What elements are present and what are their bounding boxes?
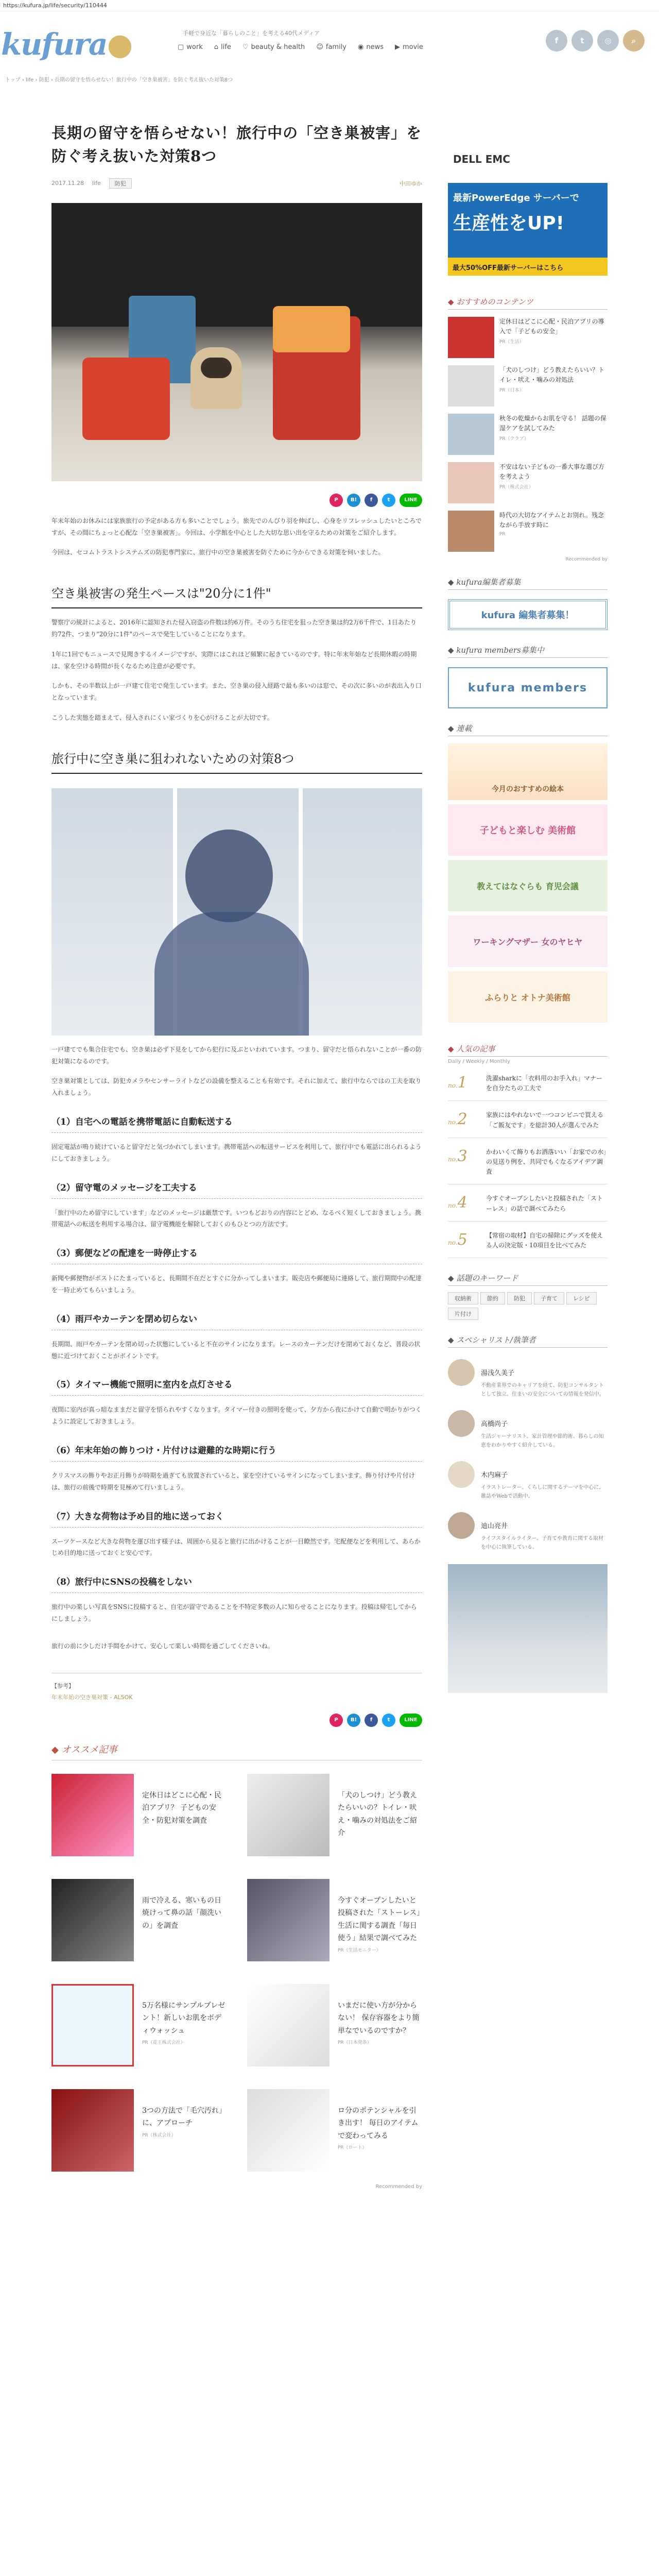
instagram-icon[interactable]: ◎ xyxy=(597,30,619,52)
nav-item-movie[interactable]: ▶ movie xyxy=(395,43,423,51)
tip-text: 旅行中の楽しい写真をSNSに投稿すると、自宅が留守であることを不特定多数の人に知らせることになります。投稿は帰宅してからにしましょう。 xyxy=(51,1603,417,1622)
section-heading: 旅行中に空き巣に狙われないための対策8つ xyxy=(51,749,422,774)
recommend-thumb xyxy=(51,1984,134,2066)
tip-heading: （7）大きな荷物は予め目的地に送っておく xyxy=(51,1509,422,1528)
keyword-list xyxy=(448,1289,608,1320)
hero-image xyxy=(51,203,422,481)
facebook-share-icon[interactable]: f xyxy=(365,494,378,507)
members-banner[interactable]: kufura members xyxy=(448,667,608,708)
recommend-thumb xyxy=(51,1879,134,1961)
news-icon: ◉ xyxy=(358,43,364,51)
article-author[interactable]: 中田ゆか xyxy=(400,180,422,187)
recommend-card[interactable]: 今すぐオープンしたいと投稿された「ストーレス」生活に関する調査「毎日使う」結果で調べてみた PR（生活モニター） xyxy=(247,1879,422,1961)
specialist-item[interactable]: 高橋尚子 生活ジャーナリスト。家計管理や節約術、暮らしの知恵をわかりやすく紹介している。 xyxy=(448,1410,608,1450)
sidebar-heading: ◆ 話題のキーワード xyxy=(448,1273,608,1286)
url-bar[interactable]: https://kufura.jp/life/security/110444 xyxy=(0,0,659,11)
serial-banner[interactable]: 教えてはなぐらも 育児会議 xyxy=(448,860,608,911)
line-share-button[interactable]: LINE xyxy=(400,494,422,507)
section-heading: 空き巣被害の発生ペースは"20分に1件" xyxy=(51,583,422,608)
ranking-tabs[interactable]: Daily / Weekly / Monthly xyxy=(448,1059,510,1064)
avatar xyxy=(448,1359,475,1386)
source-label: 【参考】 xyxy=(51,1682,74,1689)
sidebar-heading: ◆ 人気の記事 xyxy=(448,1043,608,1057)
article-meta xyxy=(51,178,422,189)
nav-item-beauty[interactable]: ♡ beauty & health xyxy=(242,43,305,51)
dell-ad-banner[interactable]: DELL EMC 最新PowerEdge サーバーで 生産性をUP! 最大50%OFF最新サーバーはこちら xyxy=(448,147,608,276)
keyword-tag[interactable]: 節約 xyxy=(480,1292,505,1304)
keyword-tag[interactable]: 片付け xyxy=(448,1308,478,1320)
recommended-by: Recommended by xyxy=(565,557,608,562)
ranking-item[interactable]: no.3 かわいくて飾りもお洒落いい「お家での水」の見送り例を、共同でもくなるアイデア調査 xyxy=(448,1147,608,1185)
specialist-item[interactable]: 湯浅久美子 不動産業界でのキャリアを経て、防犯コンサルタントとして独立。住まいの安全についての情報を発信中。 xyxy=(448,1359,608,1399)
recommend-card[interactable]: 定休日はどこに心配・民泊アプリ？ 子どもの安全・防犯対策を調査 xyxy=(51,1774,227,1856)
serial-banner[interactable]: 今月のおすすめの絵本 xyxy=(448,743,608,800)
ranking-item[interactable]: no.4 今すぐオープンしたいと投稿された「ストーレス」の話で調べてみたら xyxy=(448,1194,608,1221)
nav-item-news[interactable]: ◉ news xyxy=(358,43,384,51)
recommend-thumb xyxy=(51,1774,134,1856)
recommend-grid xyxy=(51,1774,422,2172)
sidebar-heading: ◆ kufura編集者募集 xyxy=(448,577,608,590)
article-category[interactable]: life xyxy=(92,180,101,187)
work-icon: ▢ xyxy=(178,43,184,51)
tip-text: 固定電話が鳴り続けていると留守だと気づかれてしまいます。携帯電話への転送サービスを利用して、旅行中でも電話に出られるようにしておきましょう。 xyxy=(51,1143,422,1162)
facebook-share-icon[interactable]: f xyxy=(365,1714,378,1727)
tip-heading: （3）郵便などの配達を一時停止する xyxy=(51,1246,422,1264)
content-item[interactable]: 秋冬の乾燥からお肌を守る！ 話題の保湿ケアを試してみた PR（クラブ） xyxy=(448,414,608,455)
tip-text: 「旅行中のため留守にしています」などのメッセージは厳禁です。いつもどおりの内容にとどめ、なるべく短くしておきましょう。携帯電話への転送を利用する場合は、留守電機能を解除しておくのもひとつの方法です。 xyxy=(51,1209,421,1228)
pinterest-share-icon[interactable]: P xyxy=(330,494,343,507)
sidebar-ad-image[interactable] xyxy=(448,1564,608,1693)
recommend-card[interactable]: いまだに使い方が分からない！ 保存容器をより簡単なでいるのですか？ PR（日本発条） xyxy=(247,1984,422,2066)
tip-heading: （4）雨戸やカーテンを閉め切らない xyxy=(51,1312,422,1330)
serial-banner[interactable]: ワーキングマザー 女のヤヒヤ xyxy=(448,916,608,967)
editor-recruit-banner[interactable]: kufura 編集者募集！ xyxy=(448,599,608,630)
twitter-share-icon[interactable]: t xyxy=(382,1714,395,1727)
hatena-share-icon[interactable]: B! xyxy=(347,1714,360,1727)
tip-heading: （1）自宅への電話を携帯電話に自動転送する xyxy=(51,1114,422,1133)
source-link[interactable]: 年末年始の空き巣対策 - ALSOK xyxy=(51,1693,133,1701)
pinterest-share-icon[interactable]: P xyxy=(330,1714,343,1727)
life-icon: ⌂ xyxy=(214,43,219,51)
sidebar xyxy=(448,147,608,1693)
tip-text: スーツケースなど大きな荷物を運び出す様子は、周囲から見ると旅行に出かけることが一目瞭然です。宅配便などを利用して、あらかじめ目的地に送っておくと安心です。 xyxy=(51,1537,421,1557)
keyword-tag[interactable]: レシピ xyxy=(566,1292,597,1304)
main-nav xyxy=(178,43,423,51)
paragraph: しかも、その半数以上が一戸建て住宅で発生しています。また、空き巣の侵入経路で最も多いのは窓で、その次に多いのが表出入り口となっています。 xyxy=(51,682,422,702)
avatar xyxy=(448,1410,475,1437)
nav-item-work[interactable]: ▢ work xyxy=(178,43,203,51)
sidebar-heading: ◆ スペシャリスト/執筆者 xyxy=(448,1334,608,1348)
nav-item-life[interactable]: ⌂ life xyxy=(214,43,231,51)
article-date: 2017.11.28 xyxy=(51,180,84,187)
nav-item-family[interactable]: ☺ family xyxy=(316,43,346,51)
tip-heading: （5）タイマー機能で照明に室内を点灯させる xyxy=(51,1377,422,1396)
twitter-share-icon[interactable]: t xyxy=(382,494,395,507)
content-item[interactable]: 不安はない子どもの一番大事な選び方を考えよう PR（株式会社） xyxy=(448,462,608,503)
tip-text: クリスマスの飾りやお正月飾りが時期を過ぎても放置されていると、家を空けているサインになってしまいます。飾り付けや片付けは、旅行の前後で時期を見極めて行いましょう。 xyxy=(51,1472,415,1491)
tip-heading: （6）年末年始の飾りつけ・片付けは避難的な時期に行う xyxy=(51,1443,422,1462)
line-share-button[interactable]: LINE xyxy=(400,1714,422,1727)
intro-text: 年末年始のお休みには家族旅行の予定がある方も多いことでしょう。旅先でのんびり羽を伸ばし、心身をリフレッシュしたいところですが、その間にちょっと心配な「空き巣被害」。今回は、小学館を中心とした大切な思い出を守るための対策をご紹介します。 xyxy=(51,517,422,536)
recommend-heading: ◆ オススメ記事 xyxy=(51,1742,422,1760)
recommend-thumb xyxy=(247,1984,330,2066)
beauty-icon: ♡ xyxy=(242,43,249,51)
ranking-item[interactable]: no.1 洗濯sharkに「衣料用のお手入れ」マナーを自分たちの工夫で xyxy=(448,1074,608,1101)
window-image xyxy=(51,788,422,1036)
twitter-icon[interactable]: t xyxy=(571,30,593,52)
family-icon: ☺ xyxy=(316,43,323,51)
sidebar-heading: ◆ おすすめのコンテンツ xyxy=(448,296,608,310)
recommend-card[interactable]: 雨で冷える、寒いもの日焼けって鼻の話「顔洗いの」を調査 xyxy=(51,1879,227,1961)
recommend-thumb xyxy=(247,1879,330,1961)
content-item[interactable]: 定休日はどこに心配・民泊アプリの導入で「子どもの安全」 PR（生活） xyxy=(448,317,608,358)
intro-text-2: 今回は、セコムトラストシステムズの防犯専門家に、旅行中の空き巣被害を防ぐために今からできる対策を伺いました。 xyxy=(51,549,385,556)
source-block xyxy=(51,1673,422,1701)
recommend-card[interactable]: 「犬のしつけ」どう教えたらいいの？トイレ・吠え・噛みの対処法をご紹介 xyxy=(247,1774,422,1856)
keyword-tag[interactable]: 防犯 xyxy=(507,1292,532,1304)
hatena-share-icon[interactable]: B! xyxy=(347,494,360,507)
serial-banner[interactable]: 子どもと楽しむ 美術館 xyxy=(448,804,608,856)
paragraph: 空き巣対策としては、防犯カメラやセンサーライトなどの設備を整えることも有効です。それに加えて、旅行中ならではの工夫を取り入れましょう。 xyxy=(51,1077,422,1097)
breadcrumb[interactable]: トップ › life › 防犯 › 長期の留守を悟らせない！旅行中の「空き巣被害」を防ぐ考え抜いた対策8つ xyxy=(5,77,233,83)
share-buttons-top xyxy=(51,494,422,507)
recommend-thumb xyxy=(247,2089,330,2172)
ranking-item[interactable]: no.2 家族にはやれないで一つコンビニで買える「ご飯友です」を総計30人が選んでみた xyxy=(448,1110,608,1138)
search-icon[interactable]: ⌕ xyxy=(623,30,645,52)
recommend-card[interactable]: 5万名様にサンプルプレゼント！新しいお肌をボディウォッシュ PR（花王株式会社） xyxy=(51,1984,227,2066)
article xyxy=(51,122,422,2190)
tip-heading: （2）留守電のメッセージを工夫する xyxy=(51,1180,422,1199)
serial-banner[interactable]: ふらりと オトナ美術館 xyxy=(448,971,608,1023)
sidebar-heading: ◆ kufura members募集中 xyxy=(448,645,608,658)
tip-text: 夜間に室内が真っ暗なままだと留守を悟られやすくなります。タイマー付きの照明を使って、夕方から夜にかけて自動で明かりがつくように設定しておきましょう。 xyxy=(51,1406,422,1426)
paragraph: こうした実態を踏まえて、侵入されにくい家づくりを心がけることが大切です。 xyxy=(51,714,273,722)
recommend-card[interactable]: 3つの方法で「毛穴汚れ」に、アプローチ PR（株式会社） xyxy=(51,2089,227,2172)
closing-text: 旅行の前に少しだけ手間をかけて、安心して楽しい時間を過ごしてくださいね。 xyxy=(51,1642,274,1650)
tip-heading: （8）旅行中にSNSの投稿をしない xyxy=(51,1574,422,1593)
tip-text: 新聞や郵便物がポストにたまっていると、長期間不在だとすぐに分かってしまいます。販売店や郵便局に連絡して、旅行期間中の配達を一時止めてもらいましょう。 xyxy=(51,1275,422,1294)
recommend-thumb xyxy=(247,1774,330,1856)
content-item[interactable]: 時代の大切なアイテムとお別れ。残念ながら手放す時に PR xyxy=(448,511,608,552)
tip-text: 長期間、雨戸やカーテンを閉め切った状態にしていると不在のサインになります。レースのカーテンだけを閉めておくなど、普段の状態に近づけておくことがポイントです。 xyxy=(51,1340,421,1360)
facebook-icon[interactable]: f xyxy=(546,30,567,52)
article-tag[interactable]: 防犯 xyxy=(109,178,132,189)
keyword-tag[interactable]: 収納術 xyxy=(448,1292,478,1304)
avatar xyxy=(448,1461,475,1488)
paragraph: 警察庁の統計によると、2016年に認知された侵入窃盗の件数は約6万件。そのうち住宅を狙った空き巣は約2万6千件で、1日あたり約72件、つまり"20分に1件"のペースで発生していることになります。 xyxy=(51,619,417,638)
site-logo[interactable]: kufura● xyxy=(1,27,132,62)
paragraph: 一戸建てでも集合住宅でも、空き巣は必ず下見をしてから犯行に及ぶといわれています。つまり、留守だと悟られないことが一番の防犯対策になるのです。 xyxy=(51,1045,422,1065)
keyword-tag[interactable]: 子育て xyxy=(534,1292,564,1304)
site-header xyxy=(0,11,659,68)
share-buttons-bottom xyxy=(51,1714,422,1727)
content-item[interactable]: 「犬のしつけ」どう教えたらいい？トイレ・吠え・噛みの対処法 PR（日本） xyxy=(448,365,608,406)
specialist-item[interactable]: 木内麻子 イラストレーター。くらしに関するテーマを中心に、雑誌やWebで活動中。 xyxy=(448,1461,608,1501)
avatar xyxy=(448,1512,475,1539)
movie-icon: ▶ xyxy=(395,43,400,51)
recommended-by: Recommended by xyxy=(375,2183,422,2190)
site-tagline: 手軽で身近な「暮らしのこと」を考える40代メディア xyxy=(183,30,320,37)
article-title: 長期の留守を悟らせない！旅行中の「空き巣被害」を防ぐ考え抜いた対策8つ xyxy=(51,124,422,165)
recommend-card[interactable]: ロ分のポテンシャルを引き出す！ 毎日のアイテムで変わってみる PR（ロート） xyxy=(247,2089,422,2172)
specialist-item[interactable]: 迪山亮井 ライフスタイルライター。子育てや教育に関する取材を中心に執筆している。 xyxy=(448,1512,608,1552)
recommend-thumb xyxy=(51,2089,134,2172)
paragraph: 1年に1回でもニュースで見聞きするイメージですが、実際にはこれほど頻繁に起きているのです。特に年末年始など長期休暇の時期は、家を空ける時間が長くなるため注意が必要です。 xyxy=(51,650,417,670)
sidebar-heading: ◆ 連載 xyxy=(448,723,608,736)
ranking-item[interactable]: no.5 【常宿の取材】自宅の掃除にグッズを使える人の決定版・10項目を比べてみた xyxy=(448,1231,608,1258)
